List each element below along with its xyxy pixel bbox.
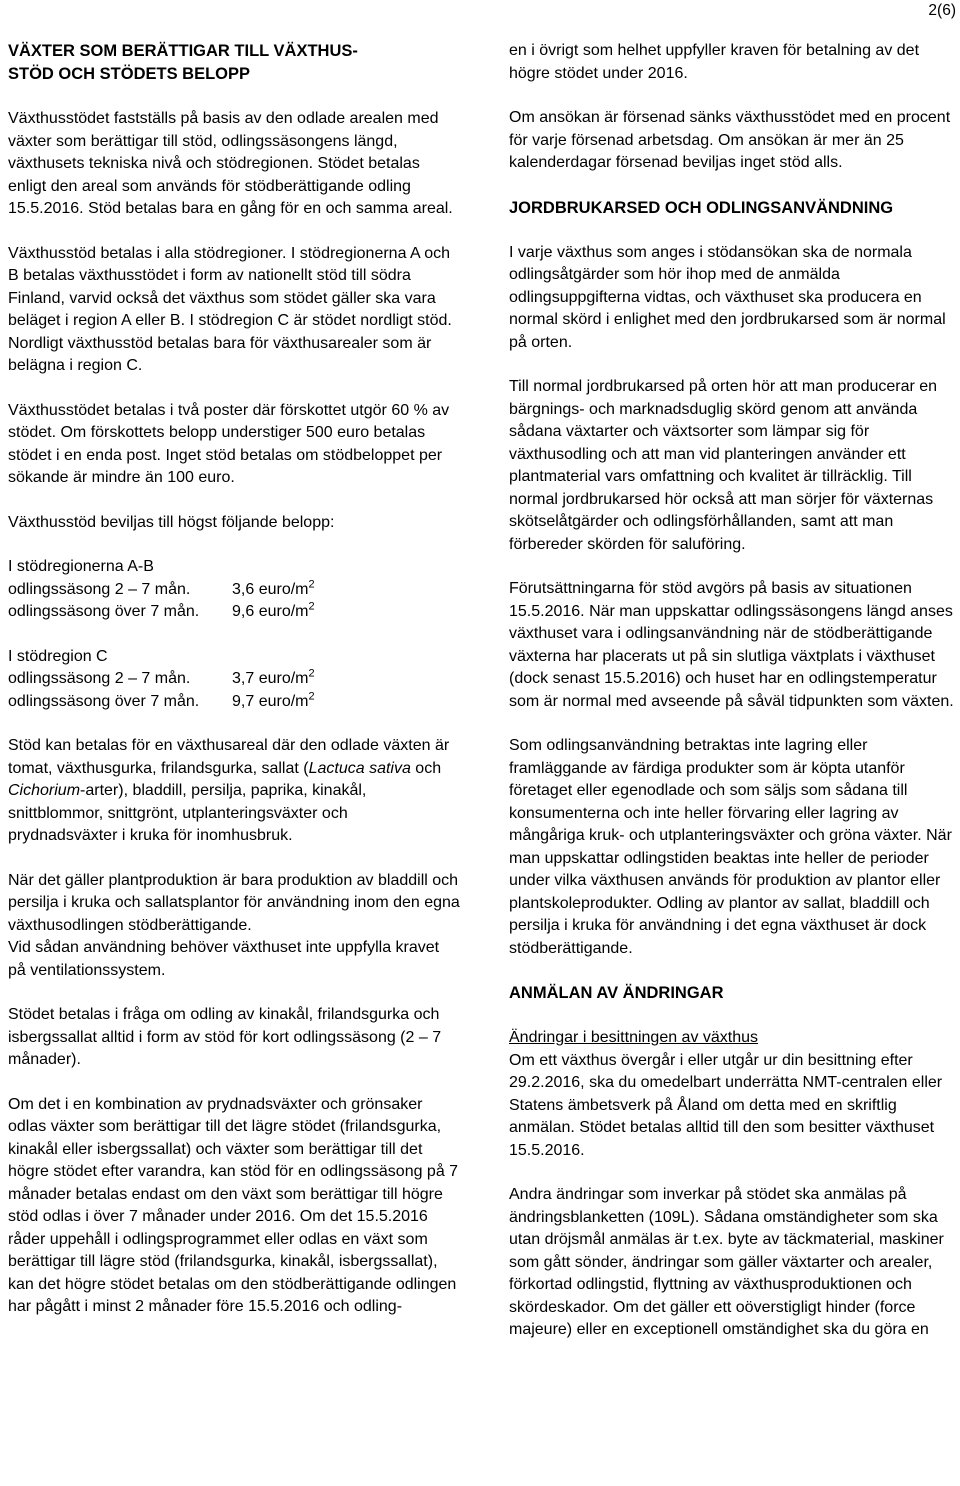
table-row (8, 579, 315, 602)
rate-value: 3,6 euro/$m^2$ (232, 578, 315, 598)
rate-value: 9,7 euro/$m^2$ (232, 690, 315, 710)
rates-region-ab (8, 556, 460, 624)
rates-table-c (8, 668, 315, 713)
document-title (8, 40, 460, 86)
paragraph-cultivation-use: Som odlingsanvändning betraktas inte lagring eller framläggande av färdiga produkter som är köpta utanför företaget eller egenodlade och som säljs som sådana till konsumenterna och inte heller förvaring eller lagring av mångåriga kruk- och utplanteringsväxter och gröna växter. När man uppskattar odlingstiden beaktas inte heller de perioder under vilka växthusen används för produktion av plantor eller plantskoleprodukter. Odling av plantor av sallat, bladdill och persilja i kruka för användning i det egna växthuset är dock stödberättigande. (509, 737, 952, 957)
rates-table-ab (8, 579, 315, 624)
left-column (8, 40, 460, 1319)
paragraph-combination: Om det i en kombination av prydnadsväxter och grönsaker odlas växter som berättigar till det lägre stödet (frilandsgurka, kinakål eller isbergssallat) och växter som berättigar till det högre stödet efter varandra, kan stöd för en odlingssäsong på 7 månader betalas endast om den växt som berättigar till högre stöd odlas i över 7 månader under 2016. Om det 15.5.2016 råder uppehåll i odlingsprogrammet eller odlas en växt som berättigar till lägre stöd (frilandsgurka, kinakål, isbergssallat), kan det högre stödet betalas om den stödberättigande odlingen har pågått i minst 2 månader före 15.5.2016 och odling- (8, 1095, 459, 1315)
right-column (509, 40, 955, 1342)
paragraph-eligible-crops: Stöd kan betalas för en växthusareal där den odlade växten är tomat, växthusgurka, frilandsgurka, sallat (Lactuca sativa och Cichorium-arter), bladdill, persilja, paprika, kinakål, snittblommor, snittgrönt, utplanteringsväxter och prydnadsväxter i kruka för inomhusbruk. (8, 737, 450, 844)
paragraph-support-basis: Växthusstödet fastställs på basis av den odlade arealen med växter som berättigar till stöd, odlingssäsongens längd, växthusets tekniska nivå och stödregionen. Stödet betalas enligt den areal som används för stödberättigande odling 15.5.2016. Stöd betalas bara en gång för en och samma areal. (8, 110, 453, 217)
paragraph-short-season: Stödet betalas i fråga om odling av kinakål, frilandsgurka och isbergssallat alltid i form av stöd för kort odlingssäsong (2 – 7 månader). (8, 1006, 442, 1068)
paragraph-normal-practice: Till normal jordbrukarsed på orten hör att man producerar en bärgnings- och marknadsduglig skörd genom att använda sådana växtarter och växtsorter som lämpar sig för växthusodling och att man vid planteringen använder ett plantmaterial vars omfattning och kvalitet är tillräcklig. Till normal jordbrukarsed hör också att man sörjer för växternas skötselåtgärder och odlingsförhållanden, samt att man förbereder skörden för saluföring. (509, 378, 938, 553)
rates-region-c (8, 646, 460, 714)
paragraph-ventilation: Vid sådan användning behöver växthuset inte uppfylla kravet på ventilationssystem. (8, 939, 440, 979)
latin-name: Cichorium (8, 782, 81, 799)
paragraph-max-amounts: Växthusstöd beviljas till högst följande belopp: (8, 513, 335, 531)
section-heading-farming-practice: JORDBRUKARSED OCH ODLINGSANVÄNDNING (509, 198, 894, 217)
rate-label: odlingssäsong över 7 mån. (8, 692, 200, 710)
paragraph-payment-installments: Växthusstödet betalas i två poster där förskottet utgör 60 % av stödet. Om förskottets belopp understiger 500 euro betalas stödet i en enda post. Inget stöd betalas om stödbeloppet per sökande är mindre än 100 euro. (8, 401, 450, 486)
paragraph-conditions: Förutsättningarna för stöd avgörs på basis av situationen 15.5.2016. När man uppskattar odlingssäsongens längd anses växthuset vara i odlingsanvändning när de stödberättigande växterna har placerats ut på sin slutliga växtplats i växthuset (dock senast 15.5.2016) och huset har en odlingstemperatur som är normal med avseende på såväl tidpunkten som växten. (509, 580, 954, 710)
section-heading-changes: ANMÄLAN AV ÄNDRINGAR (509, 984, 724, 1002)
page-number: 2(6) (928, 2, 956, 19)
rates-region-ab-heading: I stödregionerna A-B (8, 558, 154, 575)
title-line-1: VÄXTER SOM BERÄTTIGAR TILL VÄXTHUS- (8, 42, 358, 60)
table-row (8, 668, 315, 691)
paragraph-plant-production: När det gäller plantproduktion är bara produktion av bladdill och persilja i kruka och sallatsplantor för användning inom den egna växthusodlingen stödberättigande. (8, 871, 460, 934)
rate-value: 3,7 euro/$m^2$ (232, 667, 315, 687)
rate-label: odlingssäsong 2 – 7 mån. (8, 670, 191, 687)
rate-label: odlingssäsong 2 – 7 mån. (8, 580, 191, 598)
rate-label: odlingssäsong över 7 mån. (8, 603, 200, 620)
paragraph-support-regions: Växthusstöd betalas i alla stödregioner. I stödregionerna A och B betalas växthusstödet i form av nationellt stöd till södra Finland, varvid också det växthus som stödet gäller ska vara beläget i region A eller B. I stödregion C är stödet nordligt stöd. Nordligt växthusstöd betalas bara för växthusarealer som är belägna i region C. (8, 244, 452, 374)
table-row (8, 691, 315, 714)
title-line-2: STÖD OCH STÖDETS BELOPP (8, 65, 251, 83)
paragraph-possession: Om ett växthus övergår i eller utgår ur din besittning efter 29.2.2016, ska du omedelbart underrätta NMT-centralen eller Statens ämbetsverk på Åland om detta med en skriftlig anmälan. Stödet betalas alltid till den som besitter växthuset 15.5.2016. (509, 1051, 943, 1159)
paragraph-late-application: Om ansökan är försenad sänks växthusstödet med en procent för varje försenad arbetsdag. Om ansökan är mer än 25 kalenderdagar försenad beviljas inget stöd alls. (509, 109, 951, 171)
paragraph-normal-measures: I varje växthus som anges i stödansökan ska de normala odlingsåtgärder som hör ihop med de anmälda odlingsuppgifterna vidtas, och växthuset ska producera en normal skörd i enlighet med den jordbrukarsed som är normal på orten. (509, 243, 946, 351)
rates-region-c-heading: I stödregion C (8, 647, 108, 665)
paragraph-continuation: en i övrigt som helhet uppfyller kraven för betalning av det högre stödet under 2016. (509, 42, 920, 82)
table-row (8, 601, 315, 624)
subheading-possession-changes: Ändringar i besittningen av växthus (509, 1029, 759, 1046)
rate-value: 9,6 euro/$m^2$ (232, 600, 315, 620)
latin-name: Lactuca sativa (308, 759, 411, 777)
paragraph-other-changes: Andra ändringar som inverkar på stödet ska anmälas på ändringsblanketten (109L). Sådana omständigheter som ska utan dröjsmål anmälas är t.ex. byte av täckmaterial, maskiner som gått sönder, ändringar som gäller växtarter och arealer, förkortad odlingstid, flyttning av växthusproduktionen och skördeskador. Om det gäller ett oöverstigligt hinder (force majeure) eller en exceptionell omständighet ska du göra en (509, 1186, 944, 1338)
